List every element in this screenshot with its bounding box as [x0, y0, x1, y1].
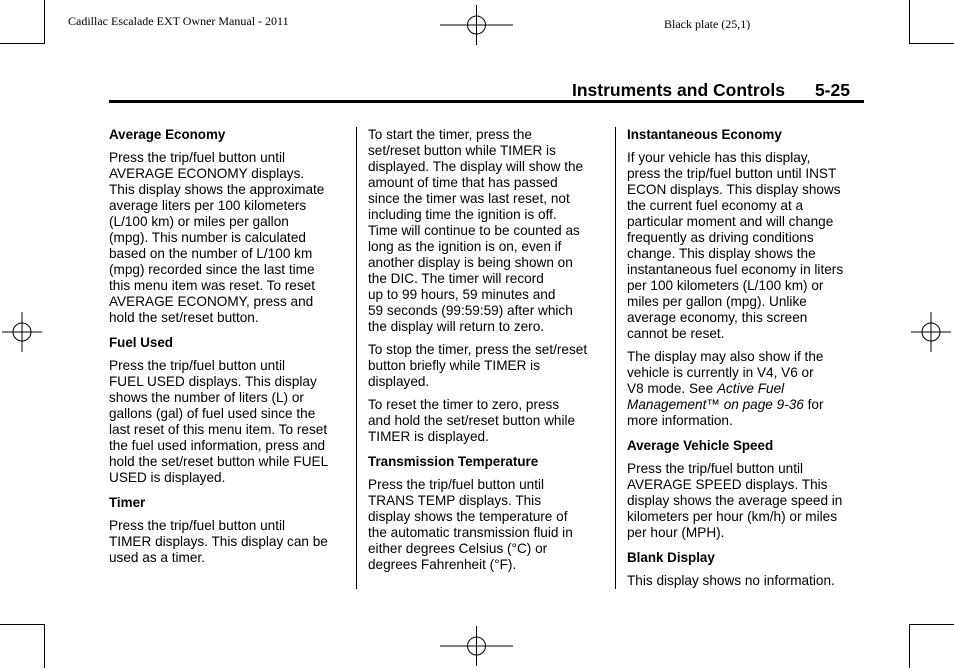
- heading-instantaneous-economy: Instantaneous Economy: [627, 127, 782, 142]
- registration-mark-bottom: [440, 626, 513, 666]
- column-divider-1: [356, 127, 357, 589]
- fuel-management-text-start: The display may also show if the vehicle is currently in V4, V6 or V8 mode. See: [627, 349, 824, 396]
- paragraph-average-vehicle-speed: Press the trip/fuel button until AVERAGE SPEED displays. This display shows the average speed in kilometers per hour (km/h) or miles per hour (MPH).: [627, 461, 843, 540]
- paragraph-reset-timer: To reset the timer to zero, press and hold the set/reset button while TIMER is displayed.: [368, 397, 576, 444]
- crop-mark-top-right-vertical: [909, 0, 910, 44]
- heading-average-economy: Average Economy: [109, 127, 226, 142]
- heading-transmission-temperature: Transmission Temperature: [368, 454, 539, 469]
- crop-mark-top-left-horizontal: [0, 43, 44, 44]
- plate-manual-title: Cadillac Escalade EXT Owner Manual - 2011: [68, 14, 289, 28]
- paragraph-transmission-temperature: Press the trip/fuel button until TRANS TEMP displays. This display shows the temperature of the automatic transmission fluid in either degrees Celsius (°C) or degrees Fahrenheit (°F).: [368, 477, 573, 572]
- fuel-management-text-end: for more information.: [627, 397, 824, 428]
- paragraph-fuel-used: Press the trip/fuel button until FUEL USED displays. This display shows the number of liters (L) or gallons (gal) of fuel used since the last reset of this menu item. To reset the fuel used information, press and hold the set/reset button while FUEL USED is displayed.: [109, 358, 329, 485]
- header-rule: [109, 100, 864, 103]
- crop-mark-bottom-left-horizontal: [0, 624, 44, 625]
- paragraph-start-timer: To start the timer, press the set/reset button while TIMER is displayed. The display will show the amount of time that has passed since the timer was last reset, not including time the ignition is off. Time will continue to be counted as long as the ignition is on, even if another display is being shown on the DIC. The timer will record up to 99 hours, 59 minutes and 59 seconds (99:59:59) after which the display will return to zero.: [368, 127, 584, 334]
- plate-number: Black plate (25,1): [664, 17, 751, 31]
- crop-mark-bottom-right-vertical: [909, 624, 910, 668]
- paragraph-timer: Press the trip/fuel button until TIMER displays. This display can be used as a timer.: [109, 518, 328, 565]
- section-title: Instruments and Controls: [572, 80, 785, 100]
- heading-timer: Timer: [109, 495, 146, 510]
- crop-mark-bottom-left-vertical: [44, 624, 45, 668]
- text-column-3: [627, 127, 863, 596]
- crop-mark-bottom-right-horizontal: [910, 624, 954, 625]
- registration-mark-top: [440, 5, 513, 45]
- running-header: [572, 80, 850, 101]
- crop-mark-top-right-horizontal: [910, 43, 954, 44]
- text-column-2: [368, 127, 608, 580]
- paragraph-fuel-management: [627, 349, 863, 429]
- heading-average-vehicle-speed: Average Vehicle Speed: [627, 438, 774, 453]
- registration-mark-right: [911, 312, 951, 352]
- page-number: 5-25: [814, 80, 850, 100]
- cross-reference-link[interactable]: Active Fuel Management™ on page 9-36: [627, 381, 804, 412]
- paragraph-instantaneous-economy: If your vehicle has this display, press the trip/fuel button until INST ECON displays. This display shows the current fuel economy at a particular moment and will change frequently as driving conditions change. This display shows the instantaneous fuel economy in liters per 100 kilometers (L/100 km) or miles per gallon (mpg). Unlike average economy, this screen cannot be reset.: [627, 150, 844, 341]
- heading-blank-display: Blank Display: [627, 550, 715, 565]
- registration-mark-left: [2, 312, 42, 352]
- column-divider-2: [615, 127, 616, 589]
- paragraph-stop-timer: To stop the timer, press the set/reset button briefly while TIMER is displayed.: [368, 342, 588, 389]
- crop-mark-top-left-vertical: [44, 0, 45, 44]
- text-column-1: [109, 127, 349, 573]
- paragraph-average-economy: Press the trip/fuel button until AVERAGE ECONOMY displays. This display shows the approximate average liters per 100 kilometers (L/100 km) or miles per gallon (mpg). This number is calculated based on the number of L/100 km (mpg) recorded since the last time this menu item was reset. To reset AVERAGE ECONOMY, press and hold the set/reset button.: [109, 150, 325, 325]
- heading-fuel-used: Fuel Used: [109, 335, 173, 350]
- paragraph-blank-display: This display shows no information.: [627, 573, 835, 588]
